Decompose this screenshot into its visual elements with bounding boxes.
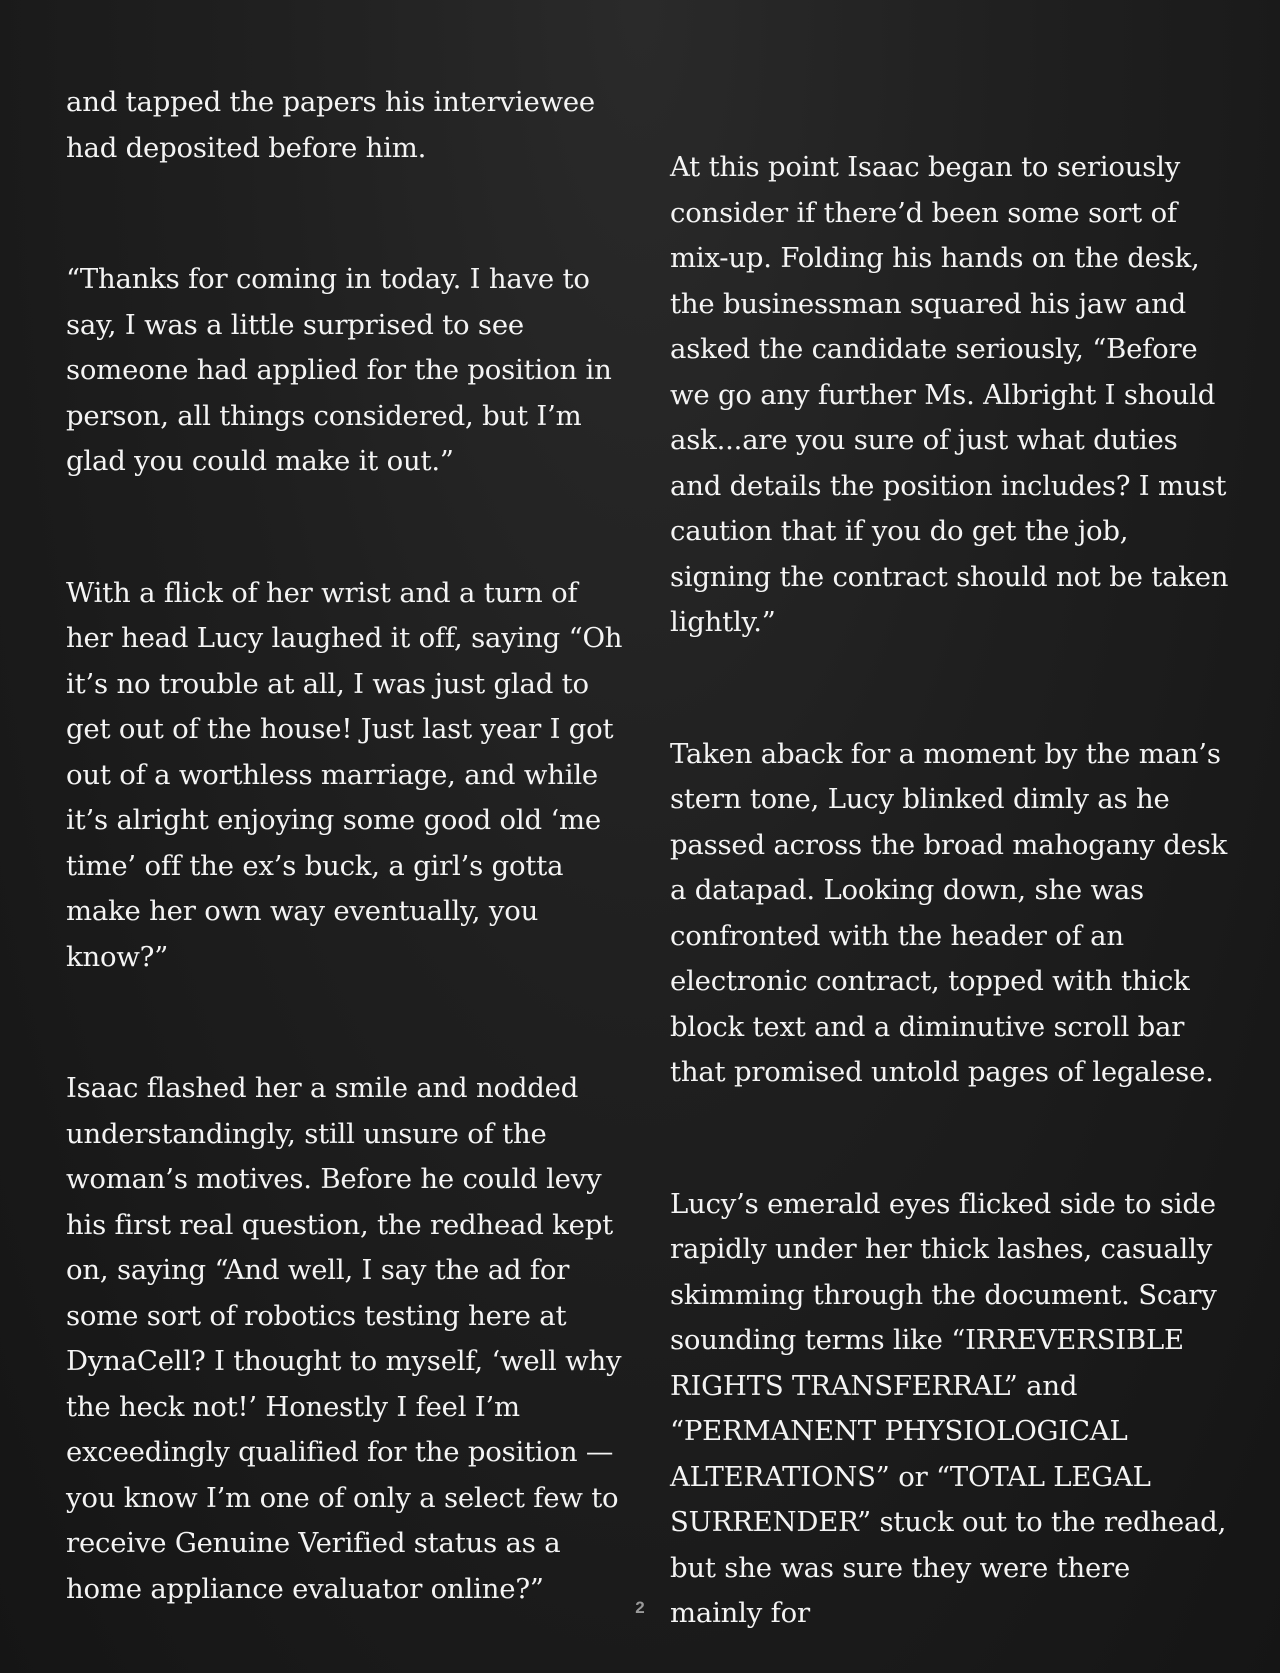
paragraph: Lucy’s emerald eyes flicked side to side rapidly under her thick lashes, casually skimming through the document. Scary sounding terms like “IRREVERSIBLE RIGHTS TRANSFERRAL” and “PERMANENT PHYSIOLOGICAL ALTERATIONS” or “TOTAL LEGAL SURRENDER” stuck out to the redhead, but she was sure they were there mainly for <box>670 1187 1227 1629</box>
paragraph: With a flick of her wrist and a turn of her head Lucy laughed it off, saying “Oh it’s no trouble at all, I was just glad to get out of the house! Just last year I got out of a worthless marriage, and while it’s alright enjoying some good old ‘me time’ off the ex’s buck, a girl’s gotta make her own way eventually, you know?” <box>66 576 623 973</box>
paragraph: “Thanks for coming in today. I have to say, I was a little surprised to see someone had applied for the position in person, all things considered, but I’m glad you could make it out.” <box>66 263 612 477</box>
paragraph: and tapped the papers his interviewee had deposited before him. <box>66 86 596 164</box>
left-text-column <box>66 80 626 1612</box>
right-text-column <box>670 145 1230 1637</box>
page-number: 2 <box>635 1598 645 1617</box>
paragraph: Taken aback for a moment by the man’s stern tone, Lucy blinked dimly as he passed across the broad mahogany desk a datapad. Looking down, she was confronted with the header of an electronic contract, topped with thick block text and a diminutive scroll bar that promised untold pages of legalese. <box>670 737 1228 1088</box>
paragraph: Isaac flashed her a smile and nodded understandingly, still unsure of the woman’s motives. Before he could levy his first real question, the redhead kept on, saying “And well, I say the ad for some sort of robotics testing here at DynaCell? I thought to myself, ‘well why the heck not!’ Honestly I feel I’m exceedingly qualified for the position — you know I’m one of only a select few to receive Genuine Verified status as a home appliance evaluator online?” <box>66 1072 622 1605</box>
paragraph: At this point Isaac began to seriously consider if there’d been some sort of mix-up. Folding his hands on the desk, the businessman squared his jaw and asked the candidate seriously, “Before we go any further Ms. Albright I should ask...are you sure of just what duties and details the position includes? I must caution that if you do get the job, signing the contract should not be taken lightly.” <box>670 151 1229 638</box>
